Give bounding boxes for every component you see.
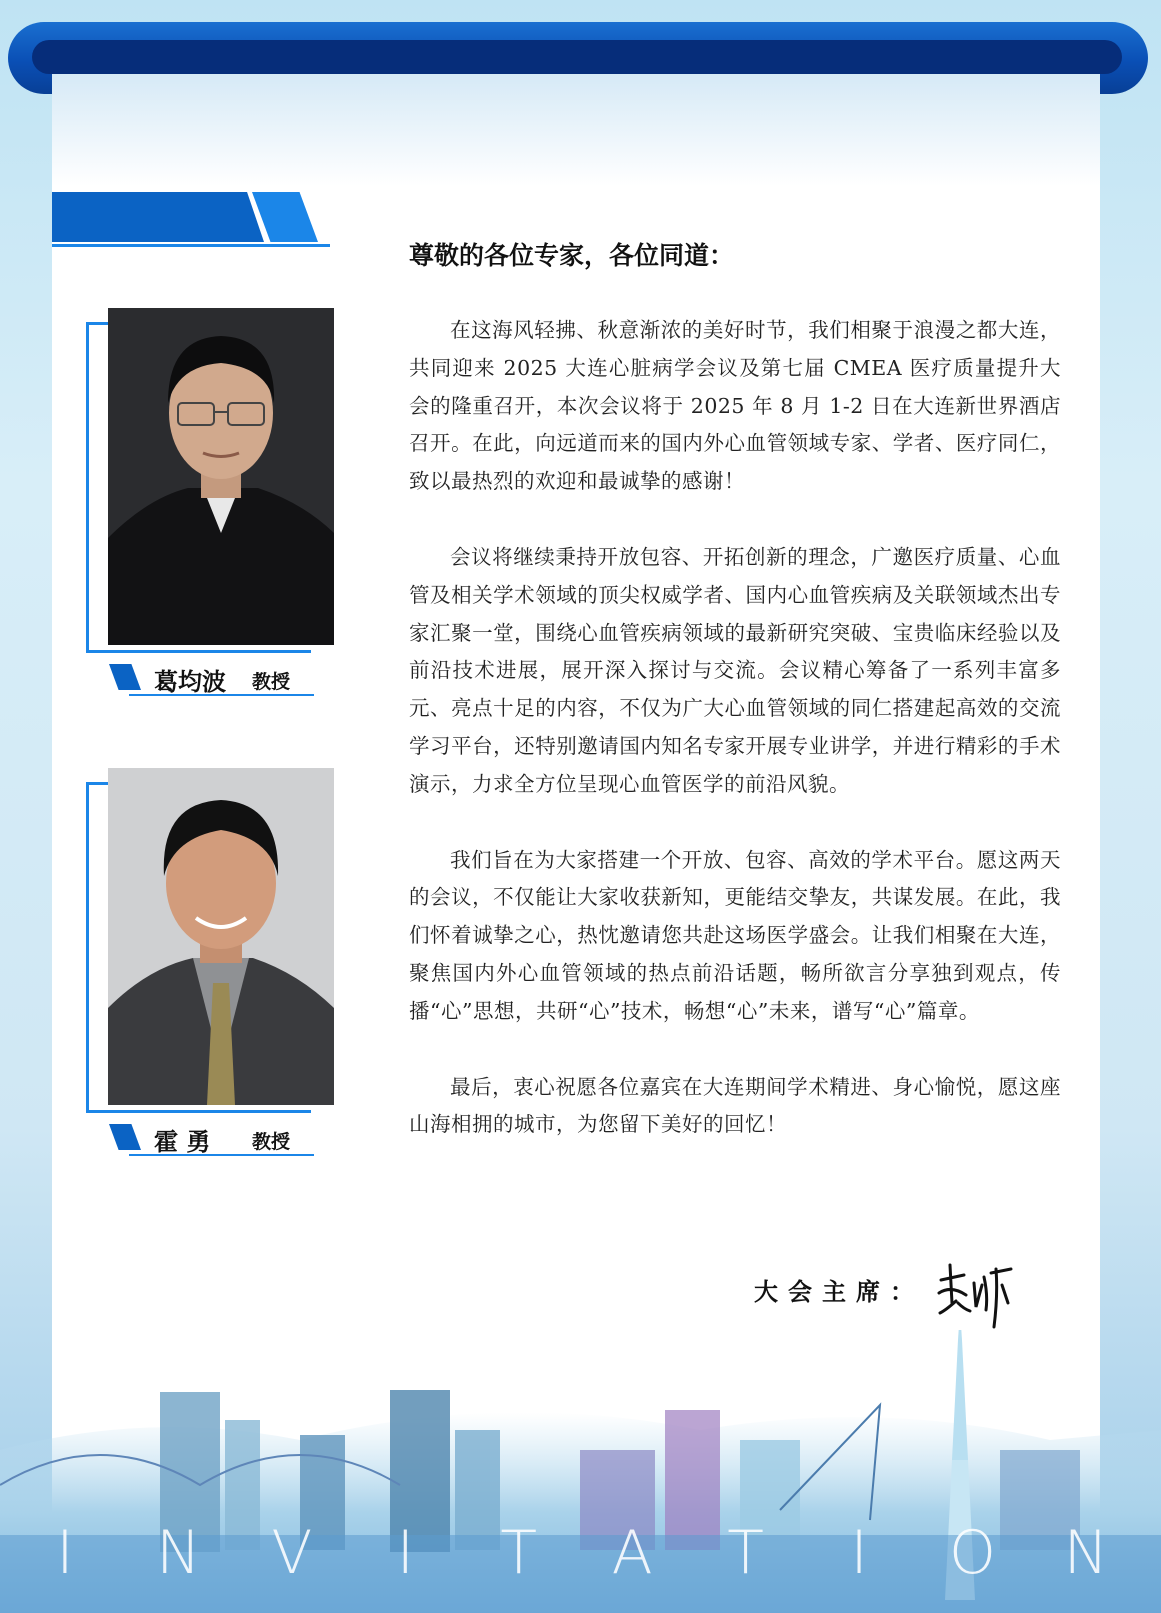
- speaker-photo-2: [108, 768, 334, 1105]
- invitation-letter: T: [727, 1518, 764, 1588]
- speaker-title: 教授: [252, 671, 291, 693]
- invitation-letter: A: [611, 1518, 653, 1588]
- letter-paragraph: 我们旨在为大家搭建一个开放、包容、高效的学术平台。愿这两天的会议，不仅能让大家收获新知，更能结交挚友，共谋发展。在此，我们怀着诚挚之心，热忱邀请您共赴这场医学盛会。让我们相聚在大连，聚焦国内外心血管领域的热点前沿话题，畅所欲言分享独到观点，传播“心”思想，共研“心”技术，畅想“心”未来，谱写“心”篇章。: [409, 847, 1061, 1023]
- invitation-wordmark: [0, 1518, 1161, 1596]
- header-ribbon-line: [52, 244, 330, 247]
- letter-body: [409, 312, 1061, 1182]
- speaker-name-tag-2: [109, 1120, 314, 1156]
- letter-paragraph: 最后，衷心祝愿各位嘉宾在大连期间学术精进、身心愉悦，愿这座山海相拥的城市，为您留下美好的回忆！: [409, 1074, 1061, 1137]
- invitation-letter: I: [850, 1518, 868, 1588]
- speaker-title: 教授: [252, 1131, 291, 1153]
- speaker-name-tag-1: [109, 660, 314, 696]
- invitation-letter: O: [948, 1518, 997, 1588]
- header-ribbon: [52, 192, 264, 242]
- name-tag-mark: [109, 664, 141, 690]
- invitation-letter: T: [500, 1518, 538, 1588]
- speaker-name: 霍 勇: [154, 1127, 211, 1156]
- name-tag-mark: [109, 1124, 141, 1150]
- invitation-letter: I: [56, 1518, 74, 1588]
- invitation-letter: V: [271, 1518, 313, 1588]
- speaker-name: 葛均波: [154, 667, 226, 696]
- letter-paragraph: 在这海风轻拂、秋意渐浓的美好时节，我们相聚于浪漫之都大连，共同迎来 2025 大连心脏病学会议及第七届 CMEA 医疗质量提升大会的隆重召开，本次会议将于 2025 年 8 月 1-2 日在大连新世界酒店召开。在此，向远道而来的国内外心血管领域专家、学者、医疗同仁，致以最热烈的欢迎和最诚挚的感谢！: [409, 318, 1061, 494]
- invitation-letter: N: [1063, 1518, 1109, 1588]
- signature-label: 大会主席：: [754, 1277, 924, 1306]
- letter-greeting: 尊敬的各位专家，各位同道：: [409, 241, 735, 270]
- invitation-letter: N: [155, 1518, 201, 1588]
- speaker-photo-1: [108, 308, 334, 645]
- scroll-rod: [32, 40, 1122, 74]
- letter-paragraph: 会议将继续秉持开放包容、开拓创新的理念，广邀医疗质量、心血管及相关学术领域的顶尖权威学者、国内心血管疾病及关联领域杰出专家汇聚一堂，围绕心血管疾病领域的最新研究突破、宝贵临床经验以及前沿技术进展，展开深入探讨与交流。会议精心筹备了一系列丰富多元、亮点十足的内容，不仅为广大心血管领域的同仁搭建起高效的交流学习平台，还特别邀请国内知名专家开展专业讲学，并进行精彩的手术演示，力求全方位呈现心血管医学的前沿风貌。: [409, 544, 1061, 796]
- invitation-letter: I: [396, 1518, 415, 1588]
- signature: [936, 1255, 1016, 1330]
